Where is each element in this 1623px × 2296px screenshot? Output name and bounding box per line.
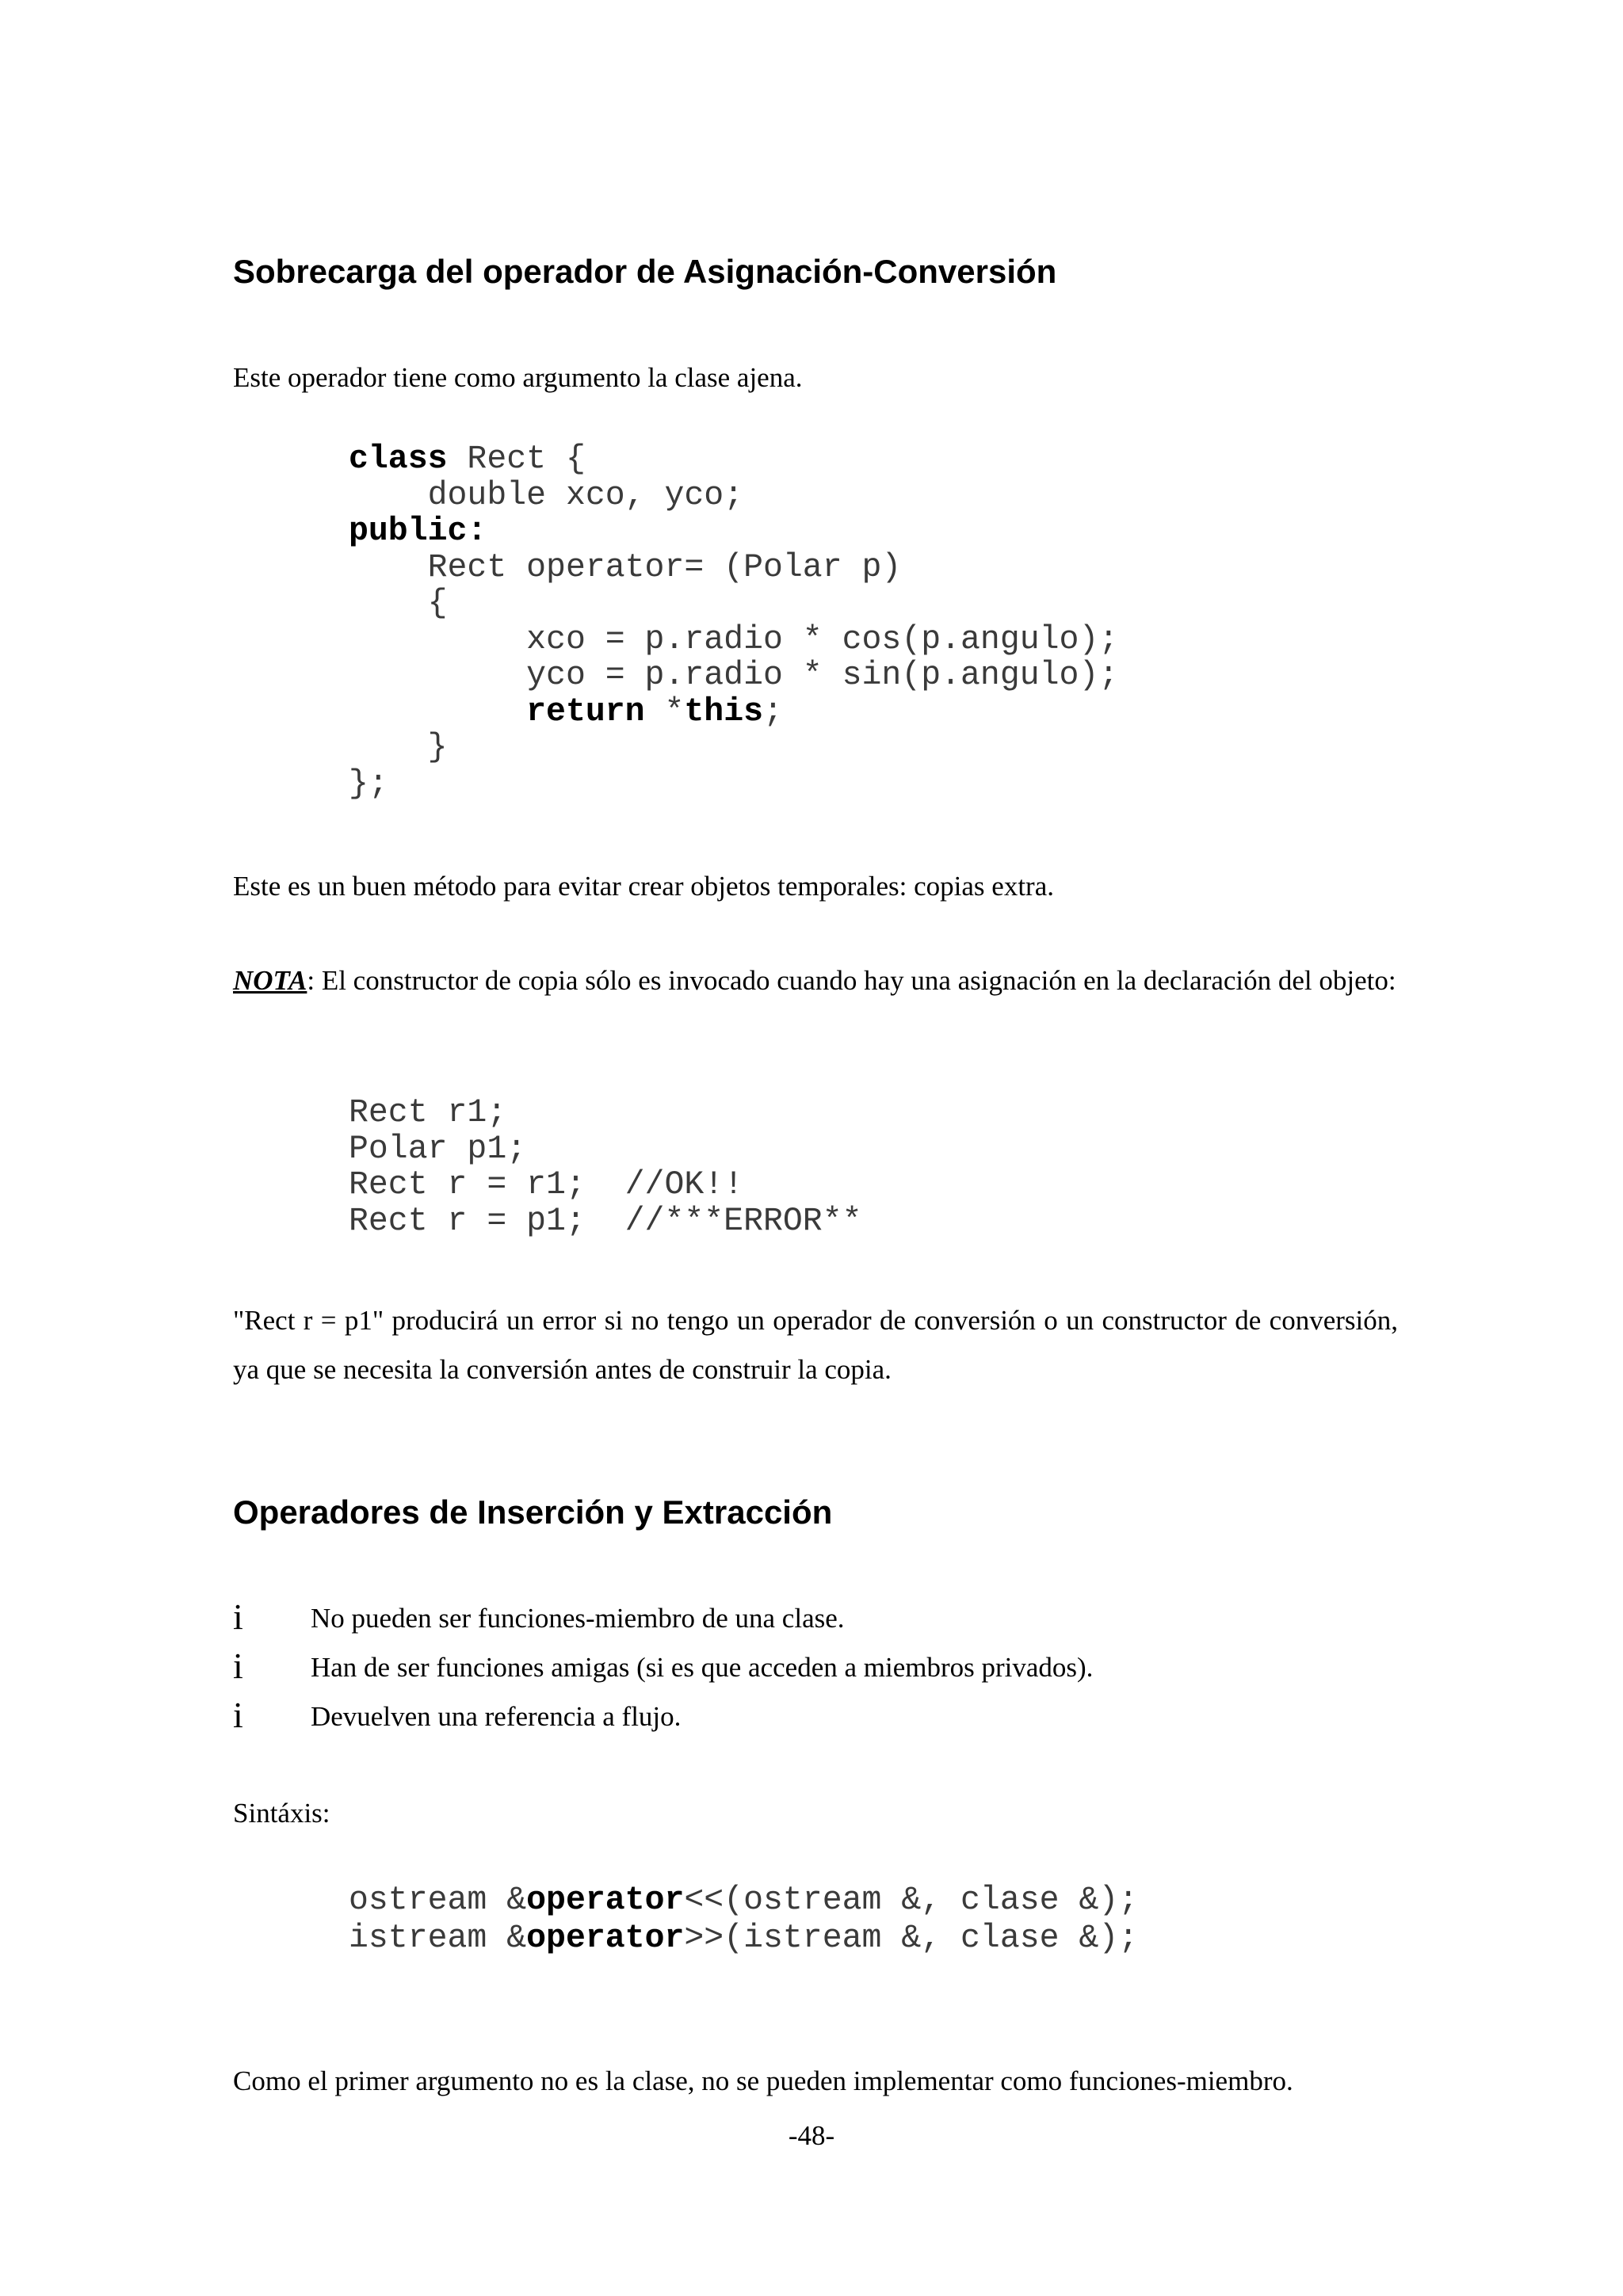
code-text: Rect r = r1; //OK!!: [349, 1166, 744, 1203]
code-text: *: [644, 692, 685, 730]
temporaries-paragraph: Este es un buen método para evitar crear objetos temporales: copias extra.: [233, 871, 1054, 902]
code-text: };: [349, 765, 388, 803]
section-heading-insercion-extraccion: Operadores de Inserción y Extracción: [233, 1493, 833, 1531]
closing-paragraph: Como el primer argumento no es la clase, no se pueden implementar como funciones-miembro.: [233, 2065, 1293, 2096]
code-block-copy-examples: [349, 1095, 862, 1239]
section-heading-asignacion-conversion: Sobrecarga del operador de Asignación-Conversión: [233, 253, 1057, 290]
code-text: >>(istream &, clase &);: [684, 1919, 1139, 1957]
code-text: Rect {: [447, 441, 586, 478]
code-keyword: public:: [349, 513, 487, 550]
code-keyword: operator: [526, 1882, 685, 1919]
code-text: <<(ostream &, clase &);: [684, 1882, 1139, 1919]
code-text: yco = p.radio * sin(p.angulo);: [349, 657, 1119, 694]
code-keyword: this: [684, 692, 764, 730]
code-text: ;: [763, 692, 783, 730]
syntax-label: Sintáxis:: [233, 1798, 330, 1829]
code-block-rect-class: [349, 441, 1118, 802]
intro-paragraph: Este operador tiene como argumento la clase ajena.: [233, 362, 803, 393]
code-text: Rect r1;: [349, 1094, 507, 1131]
code-text: istream &: [349, 1919, 527, 1957]
code-keyword: class: [349, 441, 448, 478]
code-text: Polar p1;: [349, 1130, 527, 1168]
conversion-explanation-paragraph: "Rect r = p1" producirá un error si no tengo un operador de conversión o un constructor de conversión, ya que se necesita la conversión antes de construir la copia.: [233, 1305, 1398, 1385]
code-text: Rect r = p1; //***ERROR**: [349, 1202, 862, 1240]
code-text: [349, 693, 526, 730]
code-text: ostream &: [349, 1882, 527, 1919]
list-item-text: No pueden ser funciones-miembro de una clase.: [311, 1603, 845, 1634]
code-keyword: return: [526, 692, 645, 730]
list-item-text: Devuelven una referencia a flujo.: [311, 1701, 682, 1732]
bullet-marker: i: [233, 1596, 243, 1637]
nota-text: : El constructor de copia sólo es invocado cuando hay una asignación en la declaración del objeto:: [307, 965, 1396, 996]
bullet-marker: i: [233, 1646, 243, 1686]
code-text: {: [349, 585, 448, 622]
code-text: xco = p.radio * cos(p.angulo);: [349, 620, 1119, 658]
code-keyword: operator: [526, 1919, 685, 1957]
code-text: Rect operator= (Polar p): [349, 548, 902, 586]
nota-paragraph: [233, 956, 1398, 1005]
code-text: double xco, yco;: [349, 476, 744, 514]
bullet-marker: i: [233, 1695, 243, 1735]
page-number: -48-: [788, 2120, 835, 2151]
code-text: }: [349, 729, 448, 766]
list-item-text: Han de ser funciones amigas (si es que acceden a miembros privados).: [311, 1652, 1094, 1683]
code-block-stream-operators: [349, 1882, 1138, 1957]
nota-label: NOTA: [233, 965, 307, 996]
